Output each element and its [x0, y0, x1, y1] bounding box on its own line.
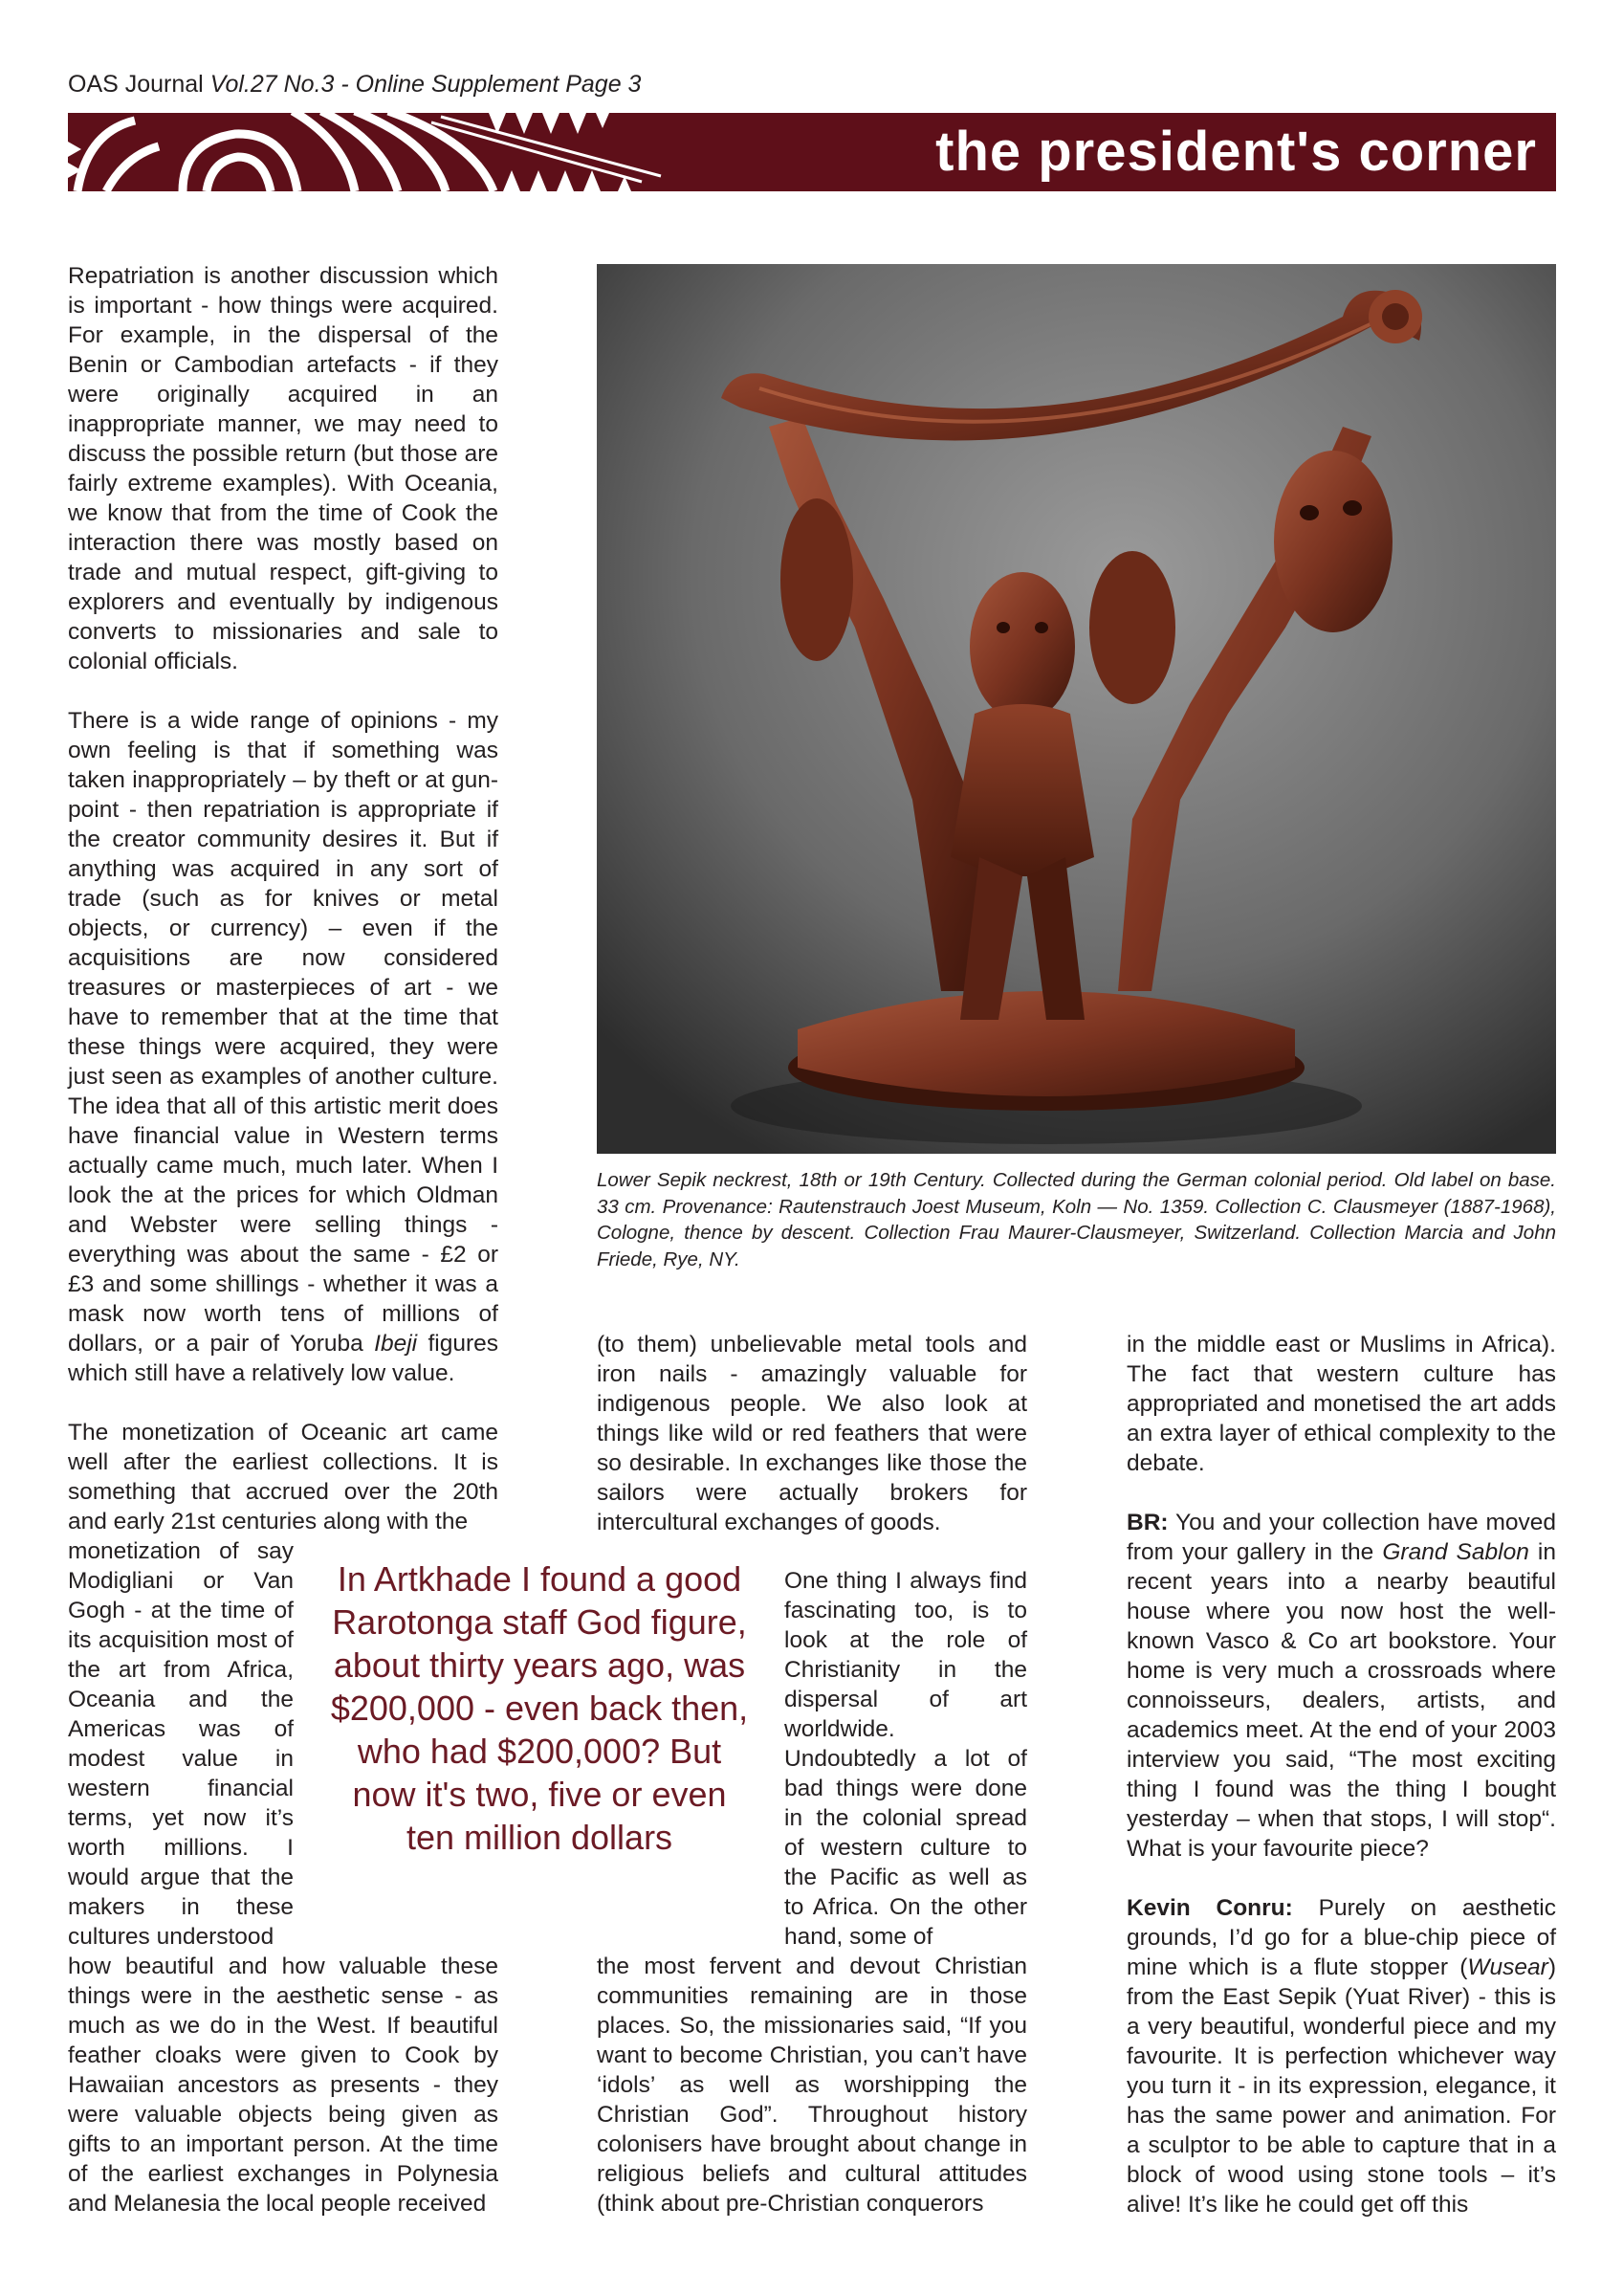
text-run: figures which still have a relatively low value.	[68, 1331, 499, 1386]
text-run: ) from the East Sepik (Yuat River) - this is a very beautiful, wonderful piece and my favourite. It is perfection whichever way you turn it - in its expression, elegance, it has the same power and animation. For a sculptor to be able to capture that in a block of wood using stone tools – it’s alive! It’s like he could get off this	[1127, 1954, 1556, 2218]
text-run: in recent years into a nearby beautiful house where you now host the well-known Vasco & Co art bookstore. Your home is very much a crossroads where connoisseurs, dealers, artists, and academics meet. At the end of your 2003 interview you said, “The most exciting thing I found was the thing I bought yesterday – when that stops, I will stop“. What is your favourite piece?	[1127, 1539, 1556, 1862]
paragraph	[68, 706, 498, 1388]
paragraph: One thing I always find fascinating too, is to look at the role of Christianity in the dispersal of art worldwide. Undoubtedly a lot of bad things were done in the colonial spread of western culture to the Pacific as well as to Africa. On the other hand, some of	[784, 1568, 1027, 1950]
middle-column	[597, 1330, 1027, 1537]
journal-name: OAS Journal	[68, 71, 204, 98]
left-column-continued	[68, 1952, 498, 2219]
middle-column-narrow	[784, 1566, 1027, 1952]
speaker-label: Kevin Conru:	[1127, 1895, 1293, 1921]
paragraph: monetization of say Modigliani or Van Gogh - at the time of its acquisition most of the art from Africa, Oceania and the Americas was of modest value in western financial terms, yet now it’s worth millions. I would argue that the makers in these cultures understood	[68, 1538, 294, 1950]
italic-term: Grand Sablon	[1382, 1539, 1529, 1565]
text-run: There is a wide range of opinions - my own feeling is that if something was taken inappropriately – by theft or at gun-point - then repatriation is appropriate if the creator community desires it. But if anything was acquired in any sort of trade (such as for knives or metal objects, or currency) – even if the acquisitions are now considered treasures or masterpieces of art - we have to remember that at the time that these things were acquired, they were just seen as examples of another culture. The idea that all of this artistic merit does have financial value in Western terms actually came much, much later. When I look the at the prices for which Oldman and Webster were selling things - everything was about the same - £2 or £3 and some shillings - whether it was a mask now worth tens of millions of dollars, or a pair of Yoruba	[68, 708, 498, 1357]
italic-term: Wusear	[1467, 1954, 1548, 1980]
paragraph: how beautiful and how valuable these things were in the aesthetic sense - as much as we do in the West. If beautiful feather cloaks were given to Cook by Hawaiian ancestors as presents - they were valuable objects being given as gifts to an important person. At the time of the earliest exchanges in Polynesia and Melanesia the local people received	[68, 1954, 498, 2217]
section-title: the president's corner	[935, 121, 1537, 183]
left-column	[68, 261, 498, 1536]
text-run: Purely on aesthetic grounds, I’d go for a blue-chip piece of mine which is a flute stopper (	[1127, 1895, 1556, 1980]
italic-term: Ibeji	[374, 1331, 418, 1357]
pull-quote: In Artkhade I found a good Rarotonga staff God figure, about thirty years ago, was $200,000 - even back then, who had $200,000? But now it's two, five or even ten million dollars	[330, 1559, 749, 1857]
paragraph: the most fervent and devout Christian communities remaining are in those places. So, the missionaries said, “If you want to become Christian, you can’t have ‘idols’ as well as worshipping the Christian God”. Throughout history colonisers have brought about change in religious beliefs and cultural attitudes (think about pre-Christian conquerors	[597, 1954, 1027, 2217]
paragraph	[1127, 1893, 1556, 2219]
paragraph: Repatriation is another discussion which is important - how things were acquired. For example, in the dispersal of the Benin or Cambodian artefacts - if they were originally acquired in an inappropriate manner, we may need to discuss the possible return (but those are fairly extreme examples). With Oceania, we know that from the time of Cook the interaction there was mostly based on trade and mutual respect, gift-giving to explorers and eventually by indigenous converts to missionaries and sale to colonial officials.	[68, 263, 498, 674]
paragraph: The monetization of Oceanic art came well after the earliest collections. It is something that accrued over the 20th and early 21st centuries along with the	[68, 1420, 498, 1534]
paragraph: (to them) unbelievable metal tools and iron nails - amazingly valuable for indigenous people. We also look at things like wild or red feathers that were so desirable. In exchanges like those the sailors were actually brokers for intercultural exchanges of goods.	[597, 1332, 1027, 1535]
neckrest-photo	[597, 264, 1556, 1154]
issue-info: Vol.27 No.3 - Online Supplement Page 3	[209, 71, 642, 98]
tribal-pattern-decoration	[68, 113, 680, 191]
photo-caption: Lower Sepik neckrest, 18th or 19th Century. Collected during the German colonial period. Old label on base. 33 cm. Provenance: Rautenstrauch Joest Museum, Koln — No. 1359. Collection C. Clausmeyer (1887-1968), Cologne, thence by descent. Collection Frau Maurer-Clausmeyer, Switzerland. Collection Marcia and John Friede, Rye, NY.	[597, 1169, 1556, 1270]
neckrest-image	[597, 264, 1556, 1154]
speaker-label: BR:	[1127, 1510, 1169, 1535]
middle-column-continued	[597, 1952, 1027, 2219]
text-run: You and your collection have moved from your gallery in the	[1127, 1510, 1556, 1565]
running-header	[68, 71, 641, 99]
paragraph: in the middle east or Muslims in Africa). The fact that western culture has appropriated and monetised the art adds an extra layer of ethical complexity to the debate.	[1127, 1332, 1556, 1476]
section-banner	[68, 113, 1556, 191]
paragraph	[1127, 1508, 1556, 1864]
left-column-narrow	[68, 1536, 294, 1952]
right-column	[1127, 1330, 1556, 2219]
